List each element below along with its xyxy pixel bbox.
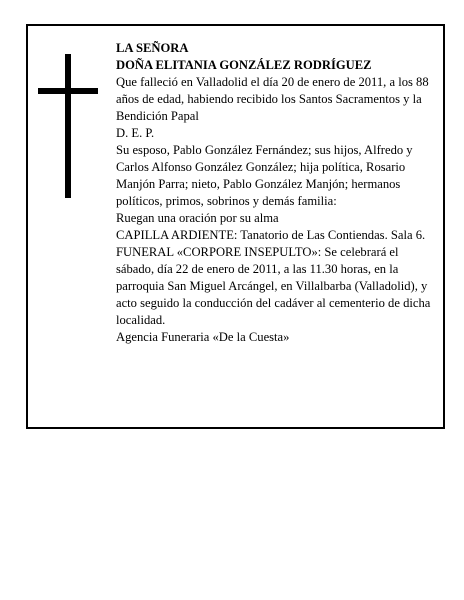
heading-title: LA SEÑORA <box>116 41 189 55</box>
agency-line: Agencia Funeraria «De la Cuesta» <box>116 330 290 344</box>
chapel-paragraph: CAPILLA ARDIENTE: Tanatorio de Las Contiendas. Sala 6. <box>116 228 426 242</box>
cross-icon <box>38 54 98 198</box>
deceased-name: DOÑA ELITANIA GONZÁLEZ RODRÍGUEZ <box>116 58 372 72</box>
funeral-paragraph: FUNERAL «CORPORE INSEPULTO»: Se celebrará el sábado, día 22 de enero de 2011, a las 11.30 horas, en la parroquia San Miguel Arcángel, en Villalbarba (Valladolid), y acto seguido la conducción del cadáver al cementerio de dicha localidad. <box>116 245 431 327</box>
obituary-notice <box>26 24 445 429</box>
family-paragraph: Su esposo, Pablo González Fernández; sus hijos, Alfredo y Carlos Alfonso González González; hija política, Rosario Manjón Parra; nieto, Pablo González Manjón; hermanos políticos, primos, sobrinos y demás familia: <box>116 143 413 208</box>
prayer-line: Ruegan una oración por su alma <box>116 211 279 225</box>
death-paragraph: Que falleció en Valladolid el día 20 de enero de 2011, a los 88 años de edad, habiendo recibido los Santos Sacramentos y la Bendición Papal <box>116 75 429 123</box>
rip-line: D. E. P. <box>116 126 155 140</box>
cross-horizontal-bar <box>38 88 98 94</box>
notice-text <box>116 40 438 346</box>
cross-vertical-bar <box>65 54 71 198</box>
